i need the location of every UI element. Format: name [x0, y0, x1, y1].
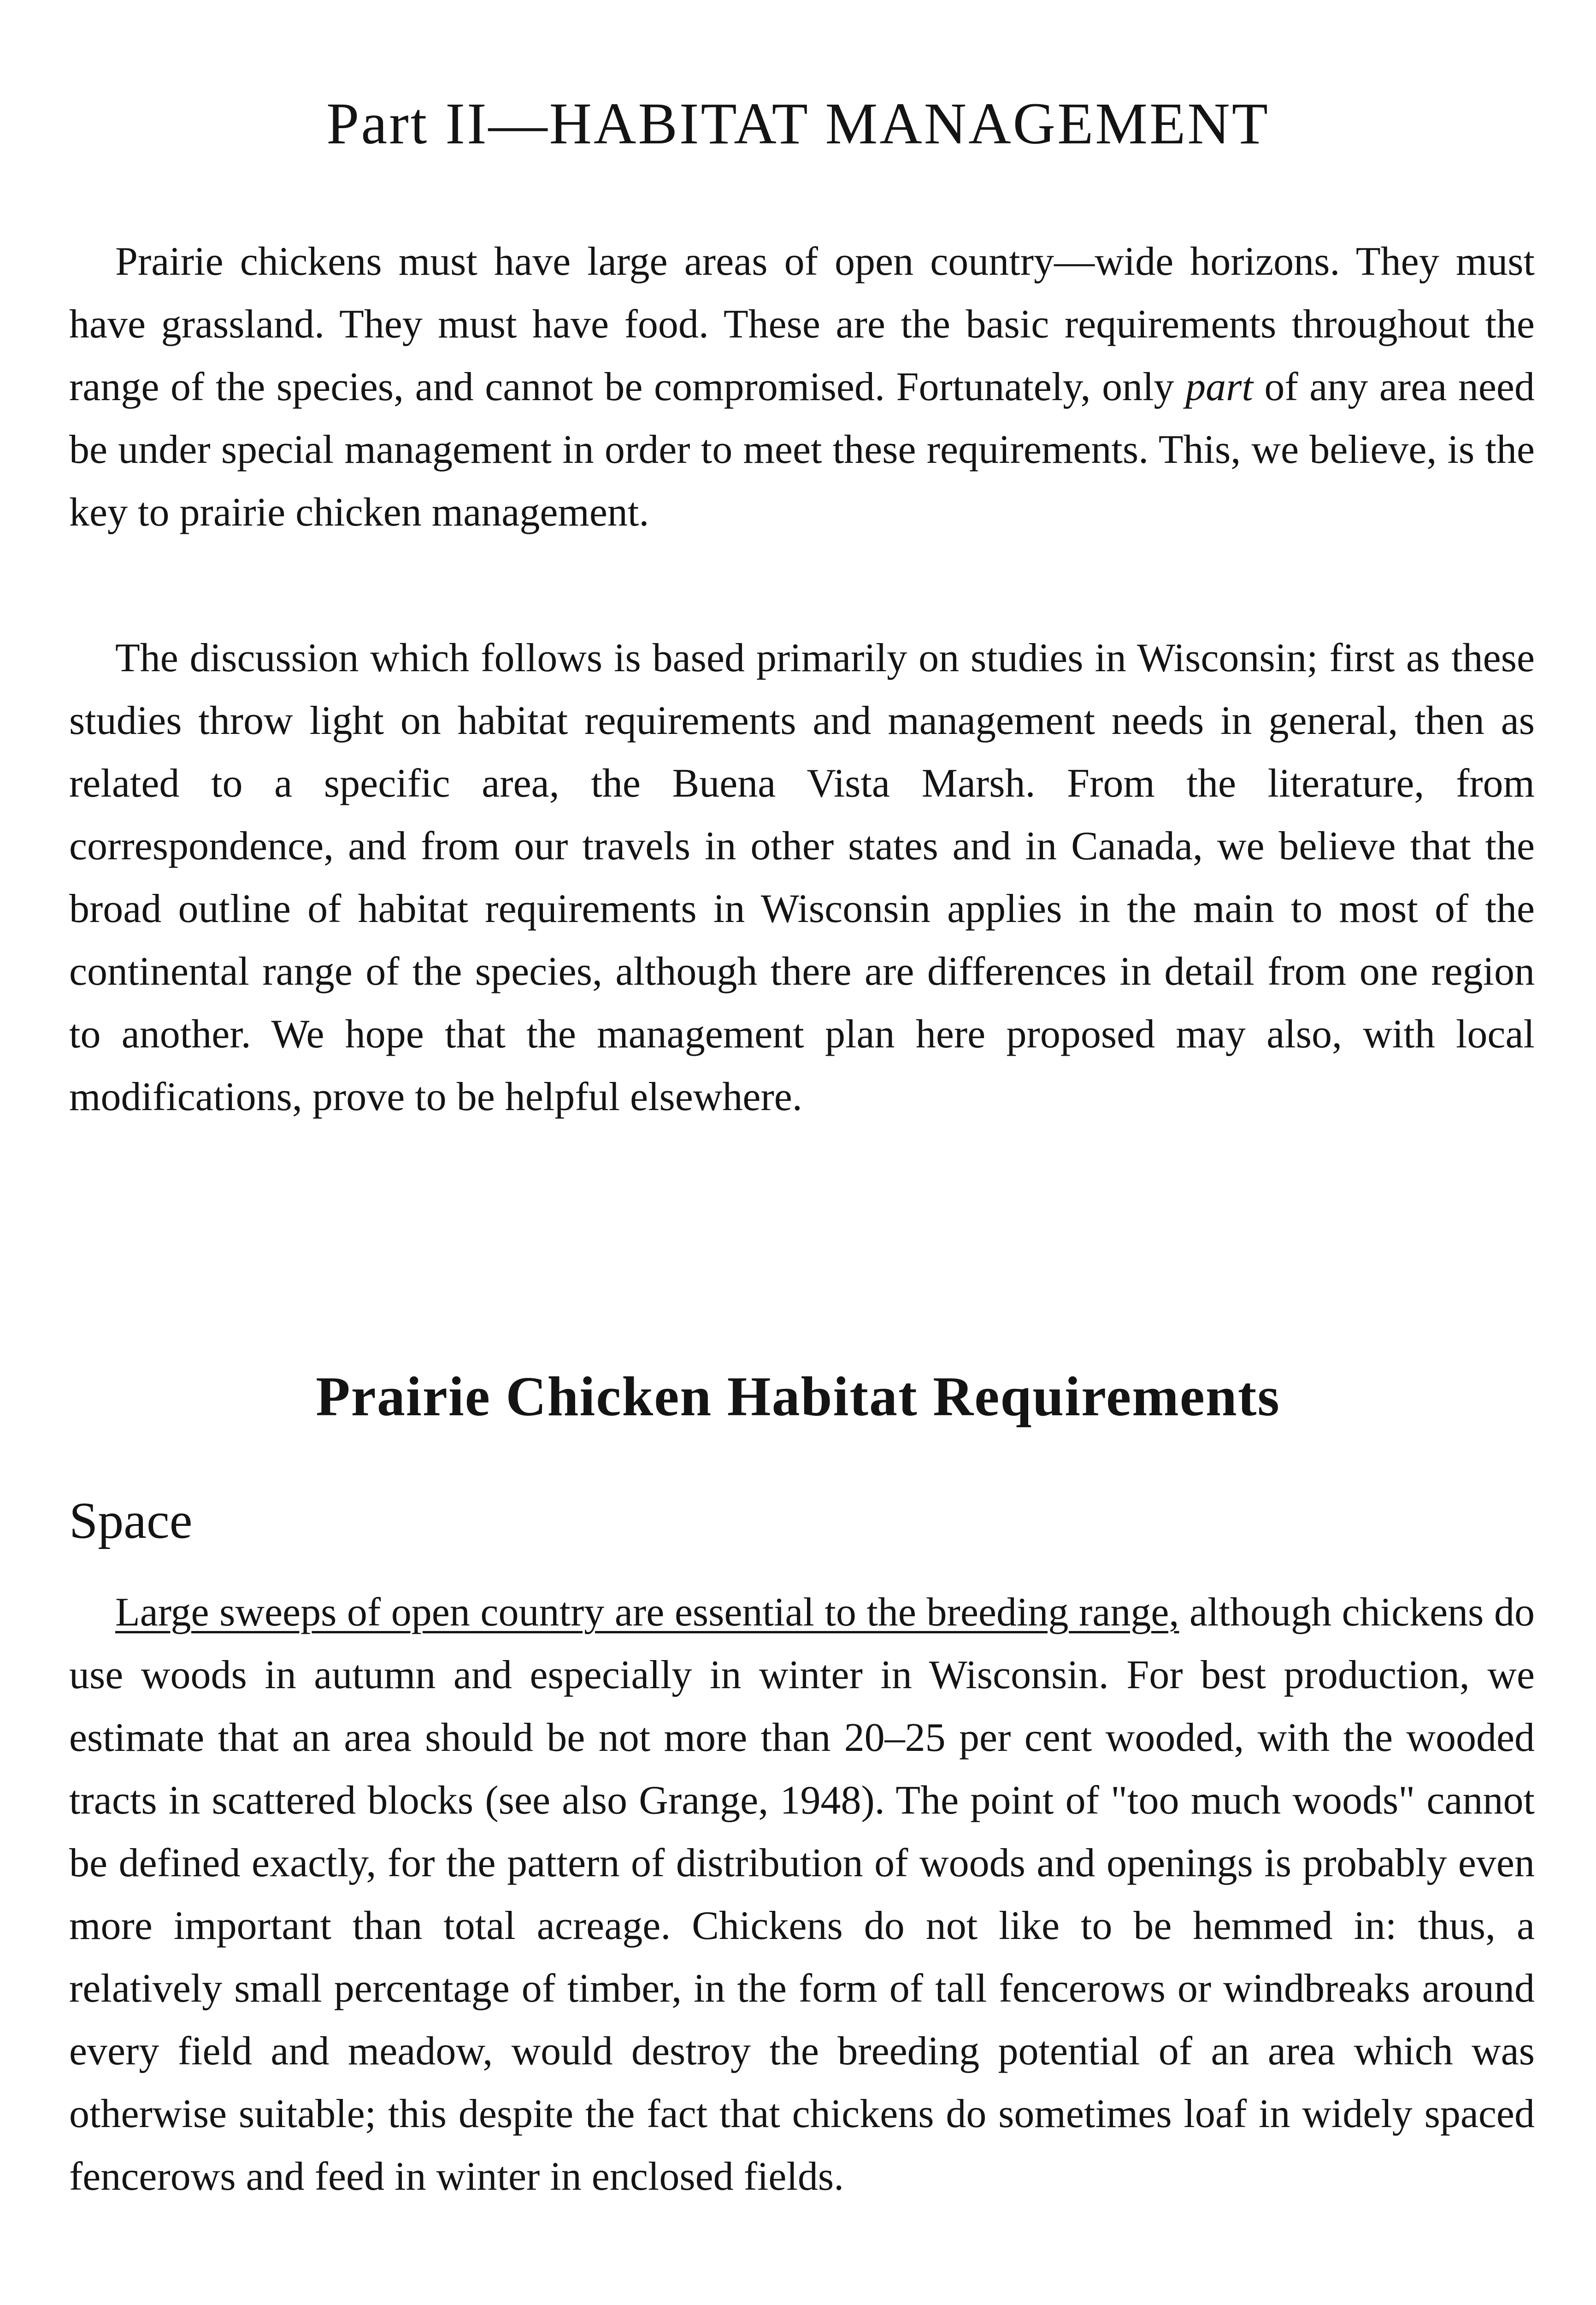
section-title: Prairie Chicken Habitat Requirements	[316, 1365, 1280, 1428]
space-p3-text: although chickens do use woods in autumn and especially in winter in Wisconsin. For best production, we estimate that an area should be not more than 20–25 per cent wooded, with the wooded tracts in scattered blocks (see also Grange, 1948). The point of "too much woods" cannot be defined exactly, for the pattern of distribution of woods and openings is probably even more important than total acreage. Chickens do not like to be hemmed in: thus, a relatively small percentage of timber, in the form of tall fencerows or windbreaks around every field and meadow, would destroy the breeding potential of an area which was otherwise suitable; this despite the fact that chickens do sometimes loaf in widely spaced fencerows and feed in winter in enclosed fields.	[69, 1590, 1535, 2199]
intro-paragraph-1	[69, 230, 1535, 544]
intro-paragraph-2: The discussion which follows is based primarily on studies in Wisconsin; first as these studies throw light on habitat requirements and management needs in general, then as related to a specific area, the Buena Vista Marsh. From the literature, from correspondence, and from our travels in other states and in Canada, we believe that the broad outline of habitat requirements in Wisconsin applies in the main to most of the continental range of the species, although there are differences in detail from one region to another. We hope that the management plan here proposed may also, with local modifications, prove to be helpful elsewhere.	[69, 636, 1535, 1119]
subsection-heading-space: Space	[69, 1492, 193, 1549]
intro-p1-text-b: of any area need be under special management in order to meet these requirements. This, we believe, is the key to prairie chicken management.	[69, 365, 1535, 535]
space-paragraph-1	[69, 1581, 1535, 2208]
part-title: Part II—HABITAT MANAGEMENT	[326, 91, 1270, 156]
intro-p1-emphasis: part	[1185, 365, 1253, 409]
intro-p1-text-a: Prairie chickens must have large areas of open country—wide horizons. They must have grassland. They must have food. These are the basic requirements throughout the range of the species, and cannot be compromised. Fortunately, only	[69, 239, 1535, 409]
handwritten-underline-text: Large sweeps of open country are essential to the breeding range,	[115, 1590, 1179, 1635]
